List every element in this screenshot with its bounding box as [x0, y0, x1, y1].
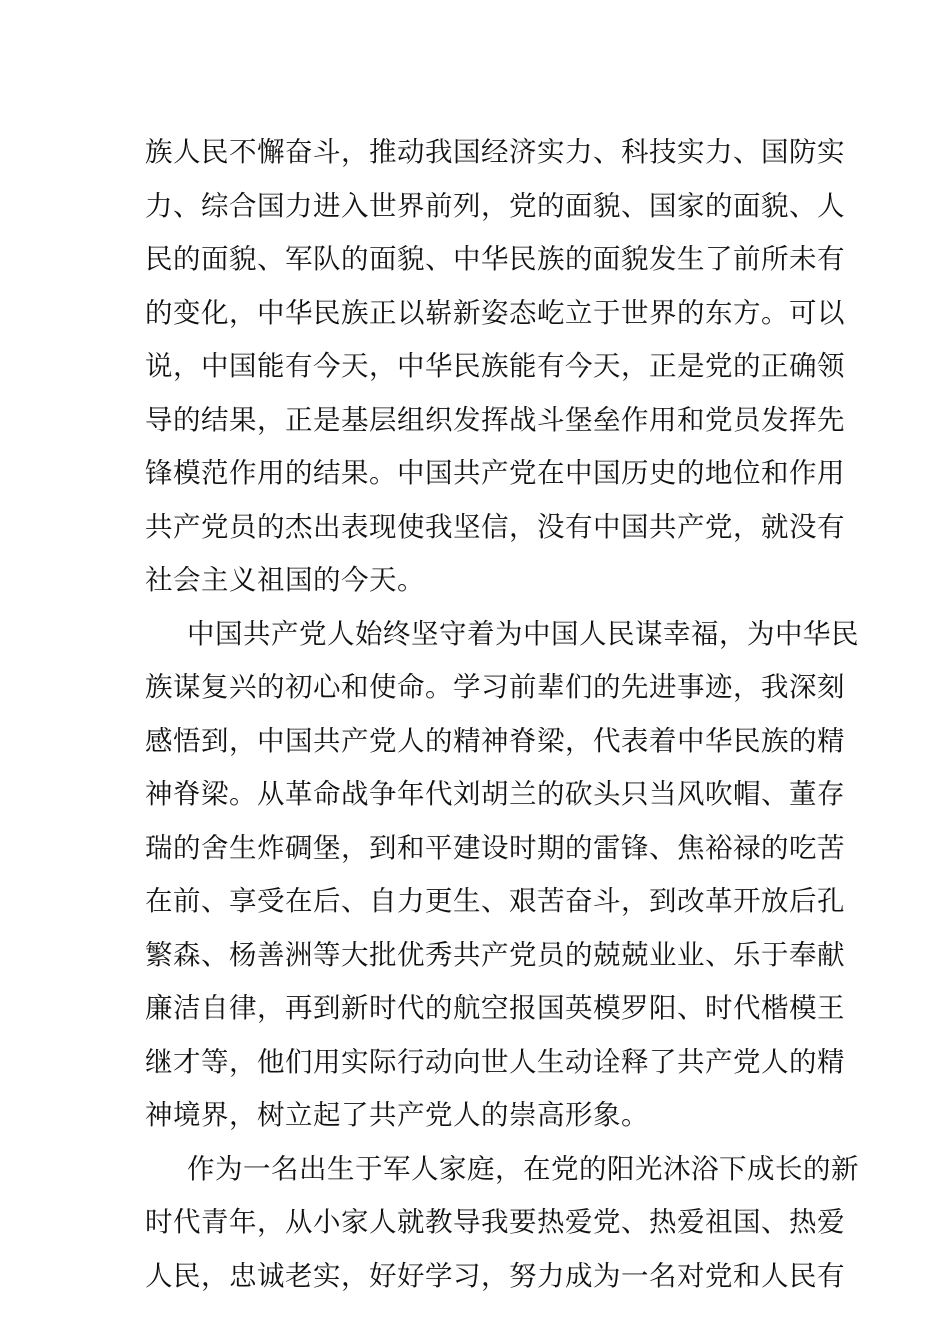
- text-line: 力、综合国力进入世界前列，党的面貌、国家的面貌、人: [145, 189, 845, 222]
- text-line: 社会主义祖国的今天。: [145, 564, 425, 596]
- text-line: 族人民不懈奋斗，推动我国经济实力、科技实力、国防实: [145, 136, 845, 168]
- text-line: 共产党员的杰出表现使我坚信，没有中国共产党，就没有: [145, 510, 845, 543]
- paragraph-start-line: 作为一名出生于军人家庭，在党的阳光沐浴下成长的新: [187, 1152, 859, 1185]
- text-line: 感悟到，中国共产党人的精神脊梁，代表着中华民族的精: [145, 724, 845, 757]
- text-line: 廉洁自律，再到新时代的航空报国英模罗阳、时代楷模王: [145, 992, 845, 1024]
- body-text: [145, 126, 859, 1303]
- text-line: 神境界，树立起了共产党人的崇高形象。: [145, 1099, 649, 1131]
- text-line: 族谋复兴的初心和使命。学习前辈们的先进事迹，我深刻: [145, 671, 845, 703]
- text-line: 瑞的舍生炸碉堡，到和平建设时期的雷锋、焦裕禄的吃苦: [145, 831, 845, 864]
- text-line: 的变化，中华民族正以崭新姿态屹立于世界的东方。可以: [145, 296, 845, 329]
- text-line: 神脊梁。从革命战争年代刘胡兰的砍头只当风吹帽、董存: [145, 778, 845, 810]
- text-line: 继才等，他们用实际行动向世人生动诠释了共产党人的精: [145, 1045, 845, 1078]
- text-line: 繁森、杨善洲等大批优秀共产党员的兢兢业业、乐于奉献: [145, 938, 845, 971]
- text-line: 民的面貌、军队的面貌、中华民族的面貌发生了前所未有: [145, 243, 845, 275]
- text-line: 说，中国能有今天，中华民族能有今天，正是党的正确领: [145, 350, 845, 382]
- text-line: 在前、享受在后、自力更生、艰苦奋斗，到改革开放后孔: [145, 885, 845, 917]
- text-line: 锋模范作用的结果。中国共产党在中国历史的地位和作用: [145, 457, 845, 489]
- text-line: 人民，忠诚老实，好好学习，努力成为一名对党和人民有: [145, 1259, 845, 1292]
- text-line: 时代青年，从小家人就教导我要热爱党、热爱祖国、热爱: [145, 1206, 845, 1238]
- paragraph-start-line: 中国共产党人始终坚守着为中国人民谋幸福，为中华民: [187, 617, 859, 650]
- text-line: 导的结果，正是基层组织发挥战斗堡垒作用和党员发挥先: [145, 403, 845, 436]
